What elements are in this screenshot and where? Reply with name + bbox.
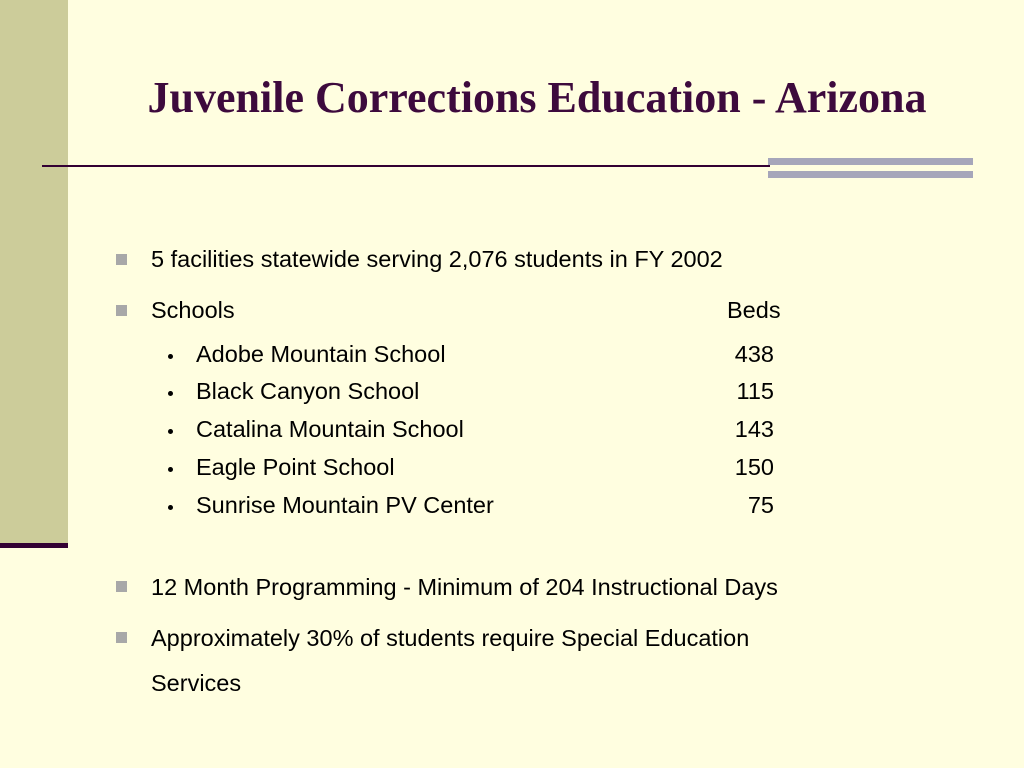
school-beds: 115 xyxy=(736,378,774,404)
left-band-divider xyxy=(0,543,68,548)
bullet-special-education-continued: Services xyxy=(151,670,242,696)
bullet-programming: 12 Month Programming - Minimum of 204 Instructional Days xyxy=(151,574,778,600)
title-accent-bar-bottom xyxy=(768,171,973,178)
schools-heading: Schools xyxy=(151,297,235,323)
bullet-square-icon xyxy=(116,632,127,643)
bullet-square-icon xyxy=(116,254,127,265)
school-name: Adobe Mountain School xyxy=(196,341,446,367)
bullet-special-education: Approximately 30% of students require Special Education xyxy=(151,625,750,651)
school-beds: 143 xyxy=(734,416,774,442)
school-beds: 438 xyxy=(734,341,774,367)
title-underline xyxy=(42,165,770,167)
school-beds: 150 xyxy=(734,454,774,480)
sub-bullet-dot-icon xyxy=(168,429,173,434)
title-accent-bar-top xyxy=(768,158,973,165)
sub-bullet-dot-icon xyxy=(168,391,173,396)
bullet-square-icon xyxy=(116,305,127,316)
bullet-square-icon xyxy=(116,581,127,592)
sub-bullet-dot-icon xyxy=(168,354,173,359)
sub-bullet-dot-icon xyxy=(168,505,173,510)
school-name: Sunrise Mountain PV Center xyxy=(196,492,494,518)
bullet-facilities: 5 facilities statewide serving 2,076 students in FY 2002 xyxy=(151,246,723,272)
slide-title: Juvenile Corrections Education - Arizona xyxy=(147,73,927,122)
beds-heading: Beds xyxy=(727,297,781,323)
school-name: Catalina Mountain School xyxy=(196,416,464,442)
sub-bullet-dot-icon xyxy=(168,467,173,472)
school-beds: 75 xyxy=(747,492,774,518)
school-name: Eagle Point School xyxy=(196,454,395,480)
school-name: Black Canyon School xyxy=(196,378,420,404)
